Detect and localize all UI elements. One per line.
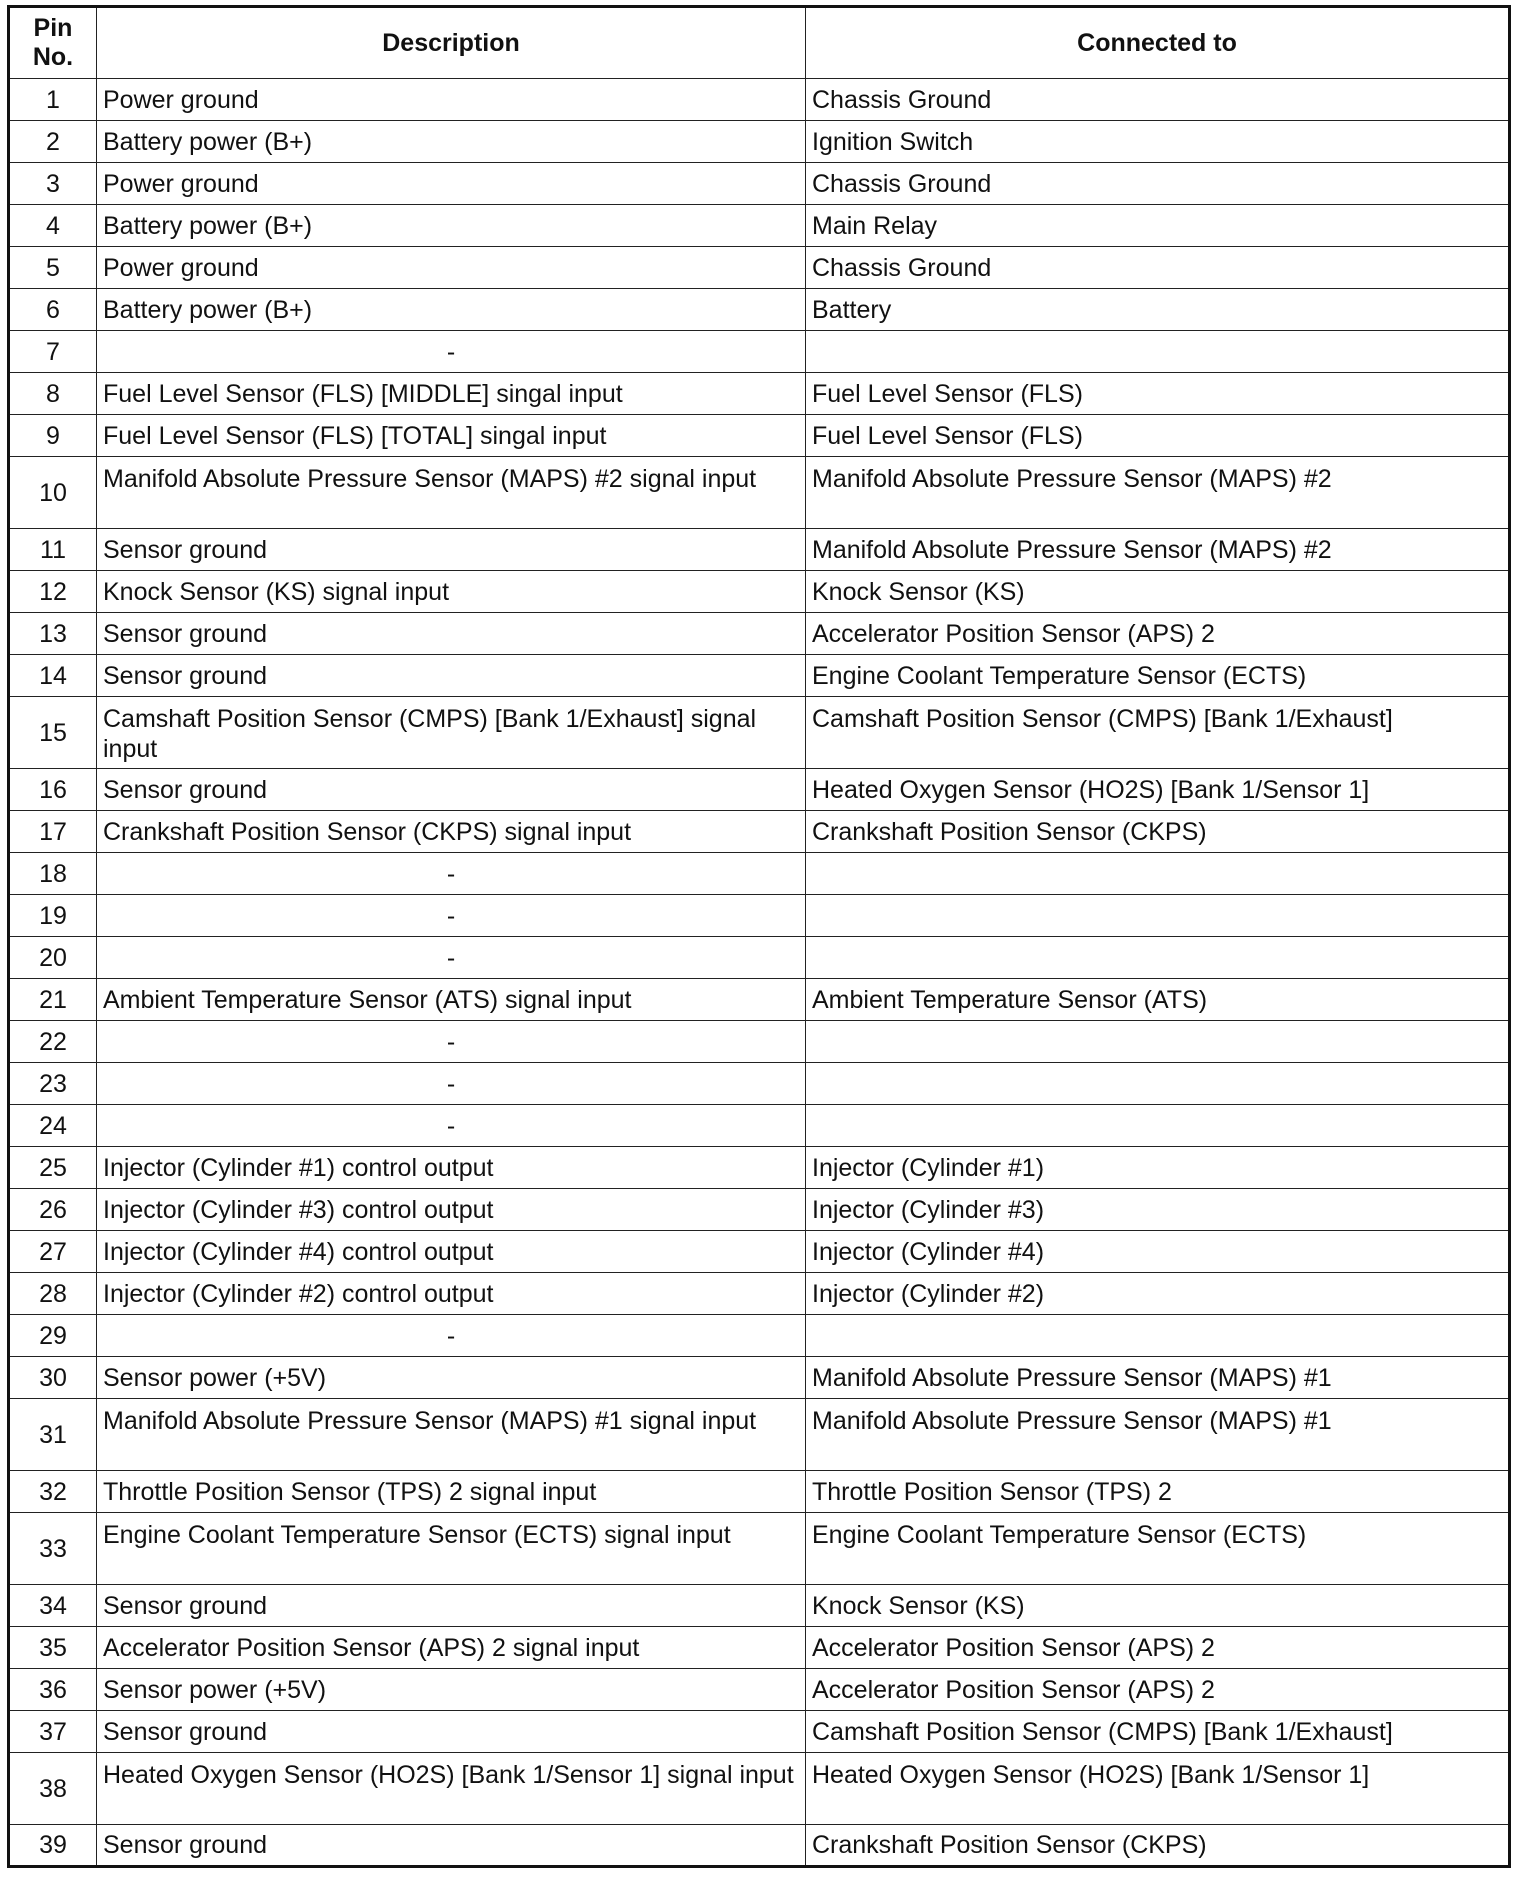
- connected-to-cell: Camshaft Position Sensor (CMPS) [Bank 1/Exhaust]: [806, 697, 1510, 769]
- description-cell: -: [97, 1021, 806, 1063]
- pin-number-cell: 32: [9, 1471, 97, 1513]
- description-cell: Injector (Cylinder #3) control output: [97, 1189, 806, 1231]
- description-cell: Camshaft Position Sensor (CMPS) [Bank 1/Exhaust] signal input: [97, 697, 806, 769]
- pin-number-cell: 9: [9, 415, 97, 457]
- description-cell: Battery power (B+): [97, 121, 806, 163]
- description-cell: Fuel Level Sensor (FLS) [TOTAL] singal input: [97, 415, 806, 457]
- connected-to-cell: Crankshaft Position Sensor (CKPS): [806, 1825, 1510, 1867]
- description-cell: -: [97, 1063, 806, 1105]
- table-row: [9, 979, 1510, 1021]
- description-cell: Ambient Temperature Sensor (ATS) signal input: [97, 979, 806, 1021]
- table-row: [9, 1357, 1510, 1399]
- table-row: [9, 1231, 1510, 1273]
- description-cell: Sensor ground: [97, 655, 806, 697]
- connected-to-cell: Battery: [806, 289, 1510, 331]
- pin-number-cell: 38: [9, 1753, 97, 1825]
- description-cell: Power ground: [97, 163, 806, 205]
- description-cell: Heated Oxygen Sensor (HO2S) [Bank 1/Sensor 1] signal input: [97, 1753, 806, 1825]
- table-row: [9, 571, 1510, 613]
- pin-number-cell: 16: [9, 769, 97, 811]
- table-row: [9, 769, 1510, 811]
- pin-number-cell: 30: [9, 1357, 97, 1399]
- pin-number-cell: 24: [9, 1105, 97, 1147]
- table-row: [9, 1585, 1510, 1627]
- header-connected-to: Connected to: [806, 7, 1510, 79]
- table-row: [9, 1669, 1510, 1711]
- pin-number-cell: 11: [9, 529, 97, 571]
- pin-number-cell: 34: [9, 1585, 97, 1627]
- table-row: [9, 1189, 1510, 1231]
- connected-to-cell: Heated Oxygen Sensor (HO2S) [Bank 1/Sensor 1]: [806, 1753, 1510, 1825]
- connected-to-cell: Injector (Cylinder #3): [806, 1189, 1510, 1231]
- connected-to-cell: Main Relay: [806, 205, 1510, 247]
- table-row: [9, 697, 1510, 769]
- table-row: [9, 1513, 1510, 1585]
- table-row: [9, 1021, 1510, 1063]
- table-row: [9, 1753, 1510, 1825]
- header-pin-no: Pin No.: [9, 7, 97, 79]
- connected-to-cell: Heated Oxygen Sensor (HO2S) [Bank 1/Sensor 1]: [806, 769, 1510, 811]
- connected-to-cell: Knock Sensor (KS): [806, 571, 1510, 613]
- table-row: [9, 1627, 1510, 1669]
- connected-to-cell: Injector (Cylinder #2): [806, 1273, 1510, 1315]
- table-row: [9, 457, 1510, 529]
- connected-to-cell: Engine Coolant Temperature Sensor (ECTS): [806, 655, 1510, 697]
- connected-to-cell: [806, 1063, 1510, 1105]
- table-row: [9, 1273, 1510, 1315]
- connected-to-cell: Manifold Absolute Pressure Sensor (MAPS) #1: [806, 1399, 1510, 1471]
- description-cell: Injector (Cylinder #2) control output: [97, 1273, 806, 1315]
- pin-number-cell: 22: [9, 1021, 97, 1063]
- description-cell: -: [97, 853, 806, 895]
- description-cell: -: [97, 895, 806, 937]
- connected-to-cell: [806, 1105, 1510, 1147]
- connected-to-cell: Chassis Ground: [806, 247, 1510, 289]
- pin-number-cell: 14: [9, 655, 97, 697]
- table-row: [9, 1315, 1510, 1357]
- connected-to-cell: Camshaft Position Sensor (CMPS) [Bank 1/Exhaust]: [806, 1711, 1510, 1753]
- pin-number-cell: 23: [9, 1063, 97, 1105]
- description-cell: -: [97, 937, 806, 979]
- connected-to-cell: Ignition Switch: [806, 121, 1510, 163]
- description-cell: Accelerator Position Sensor (APS) 2 signal input: [97, 1627, 806, 1669]
- table-row: [9, 205, 1510, 247]
- pin-number-cell: 35: [9, 1627, 97, 1669]
- description-cell: Sensor power (+5V): [97, 1357, 806, 1399]
- connected-to-cell: Manifold Absolute Pressure Sensor (MAPS) #2: [806, 457, 1510, 529]
- table-row: [9, 1399, 1510, 1471]
- table-row: [9, 415, 1510, 457]
- description-cell: Engine Coolant Temperature Sensor (ECTS) signal input: [97, 1513, 806, 1585]
- table-row: [9, 853, 1510, 895]
- table-row: [9, 937, 1510, 979]
- pin-number-cell: 18: [9, 853, 97, 895]
- table-row: [9, 895, 1510, 937]
- header-description: Description: [97, 7, 806, 79]
- pin-number-cell: 21: [9, 979, 97, 1021]
- pin-number-cell: 25: [9, 1147, 97, 1189]
- pin-number-cell: 13: [9, 613, 97, 655]
- description-cell: Power ground: [97, 247, 806, 289]
- table-row: [9, 811, 1510, 853]
- pin-number-cell: 1: [9, 79, 97, 121]
- connected-to-cell: Injector (Cylinder #4): [806, 1231, 1510, 1273]
- pin-number-cell: 10: [9, 457, 97, 529]
- pin-number-cell: 27: [9, 1231, 97, 1273]
- table-header: [9, 7, 1510, 79]
- description-cell: Crankshaft Position Sensor (CKPS) signal input: [97, 811, 806, 853]
- pin-number-cell: 39: [9, 1825, 97, 1867]
- connected-to-cell: [806, 1315, 1510, 1357]
- connected-to-cell: Accelerator Position Sensor (APS) 2: [806, 1669, 1510, 1711]
- description-cell: -: [97, 1105, 806, 1147]
- pin-number-cell: 33: [9, 1513, 97, 1585]
- description-cell: Manifold Absolute Pressure Sensor (MAPS) #2 signal input: [97, 457, 806, 529]
- description-cell: Sensor ground: [97, 1711, 806, 1753]
- table-row: [9, 247, 1510, 289]
- pin-number-cell: 4: [9, 205, 97, 247]
- connected-to-cell: Accelerator Position Sensor (APS) 2: [806, 1627, 1510, 1669]
- description-cell: Battery power (B+): [97, 205, 806, 247]
- pin-table: [7, 5, 1511, 1868]
- pin-number-cell: 6: [9, 289, 97, 331]
- table-row: [9, 655, 1510, 697]
- pin-number-cell: 17: [9, 811, 97, 853]
- table-row: [9, 79, 1510, 121]
- connected-to-cell: Throttle Position Sensor (TPS) 2: [806, 1471, 1510, 1513]
- table-row: [9, 613, 1510, 655]
- table-body: [9, 79, 1510, 1867]
- description-cell: Sensor ground: [97, 769, 806, 811]
- connected-to-cell: Fuel Level Sensor (FLS): [806, 373, 1510, 415]
- table-row: [9, 1825, 1510, 1867]
- description-cell: Fuel Level Sensor (FLS) [MIDDLE] singal input: [97, 373, 806, 415]
- connected-to-cell: Engine Coolant Temperature Sensor (ECTS): [806, 1513, 1510, 1585]
- table-row: [9, 529, 1510, 571]
- pin-number-cell: 3: [9, 163, 97, 205]
- pin-number-cell: 12: [9, 571, 97, 613]
- connected-to-cell: Accelerator Position Sensor (APS) 2: [806, 613, 1510, 655]
- description-cell: Injector (Cylinder #4) control output: [97, 1231, 806, 1273]
- pin-number-cell: 37: [9, 1711, 97, 1753]
- description-cell: Sensor ground: [97, 1585, 806, 1627]
- pin-number-cell: 26: [9, 1189, 97, 1231]
- connected-to-cell: Manifold Absolute Pressure Sensor (MAPS) #2: [806, 529, 1510, 571]
- table-row: [9, 1063, 1510, 1105]
- description-cell: -: [97, 331, 806, 373]
- pin-number-cell: 31: [9, 1399, 97, 1471]
- pin-number-cell: 29: [9, 1315, 97, 1357]
- connected-to-cell: [806, 1021, 1510, 1063]
- description-cell: Sensor ground: [97, 1825, 806, 1867]
- connected-to-cell: Manifold Absolute Pressure Sensor (MAPS) #1: [806, 1357, 1510, 1399]
- connected-to-cell: [806, 331, 1510, 373]
- connected-to-cell: [806, 853, 1510, 895]
- connected-to-cell: [806, 895, 1510, 937]
- pin-number-cell: 7: [9, 331, 97, 373]
- table-row: [9, 1147, 1510, 1189]
- pin-number-cell: 36: [9, 1669, 97, 1711]
- table-row: [9, 1711, 1510, 1753]
- table-row: [9, 289, 1510, 331]
- pin-number-cell: 15: [9, 697, 97, 769]
- table-row: [9, 1471, 1510, 1513]
- connected-to-cell: Knock Sensor (KS): [806, 1585, 1510, 1627]
- pin-number-cell: 28: [9, 1273, 97, 1315]
- description-cell: Sensor ground: [97, 529, 806, 571]
- pin-number-cell: 19: [9, 895, 97, 937]
- table-row: [9, 331, 1510, 373]
- description-cell: Throttle Position Sensor (TPS) 2 signal input: [97, 1471, 806, 1513]
- pin-number-cell: 2: [9, 121, 97, 163]
- connected-to-cell: [806, 937, 1510, 979]
- connected-to-cell: Fuel Level Sensor (FLS): [806, 415, 1510, 457]
- table-row: [9, 163, 1510, 205]
- description-cell: Sensor ground: [97, 613, 806, 655]
- pin-number-cell: 20: [9, 937, 97, 979]
- table-row: [9, 373, 1510, 415]
- connected-to-cell: Crankshaft Position Sensor (CKPS): [806, 811, 1510, 853]
- table-row: [9, 121, 1510, 163]
- description-cell: Power ground: [97, 79, 806, 121]
- connected-to-cell: Chassis Ground: [806, 79, 1510, 121]
- description-cell: Sensor power (+5V): [97, 1669, 806, 1711]
- description-cell: Manifold Absolute Pressure Sensor (MAPS) #1 signal input: [97, 1399, 806, 1471]
- pin-number-cell: 5: [9, 247, 97, 289]
- description-cell: Knock Sensor (KS) signal input: [97, 571, 806, 613]
- connected-to-cell: Injector (Cylinder #1): [806, 1147, 1510, 1189]
- pin-number-cell: 8: [9, 373, 97, 415]
- connected-to-cell: Ambient Temperature Sensor (ATS): [806, 979, 1510, 1021]
- description-cell: Injector (Cylinder #1) control output: [97, 1147, 806, 1189]
- description-cell: -: [97, 1315, 806, 1357]
- connected-to-cell: Chassis Ground: [806, 163, 1510, 205]
- header-row: [9, 7, 1510, 79]
- table-row: [9, 1105, 1510, 1147]
- description-cell: Battery power (B+): [97, 289, 806, 331]
